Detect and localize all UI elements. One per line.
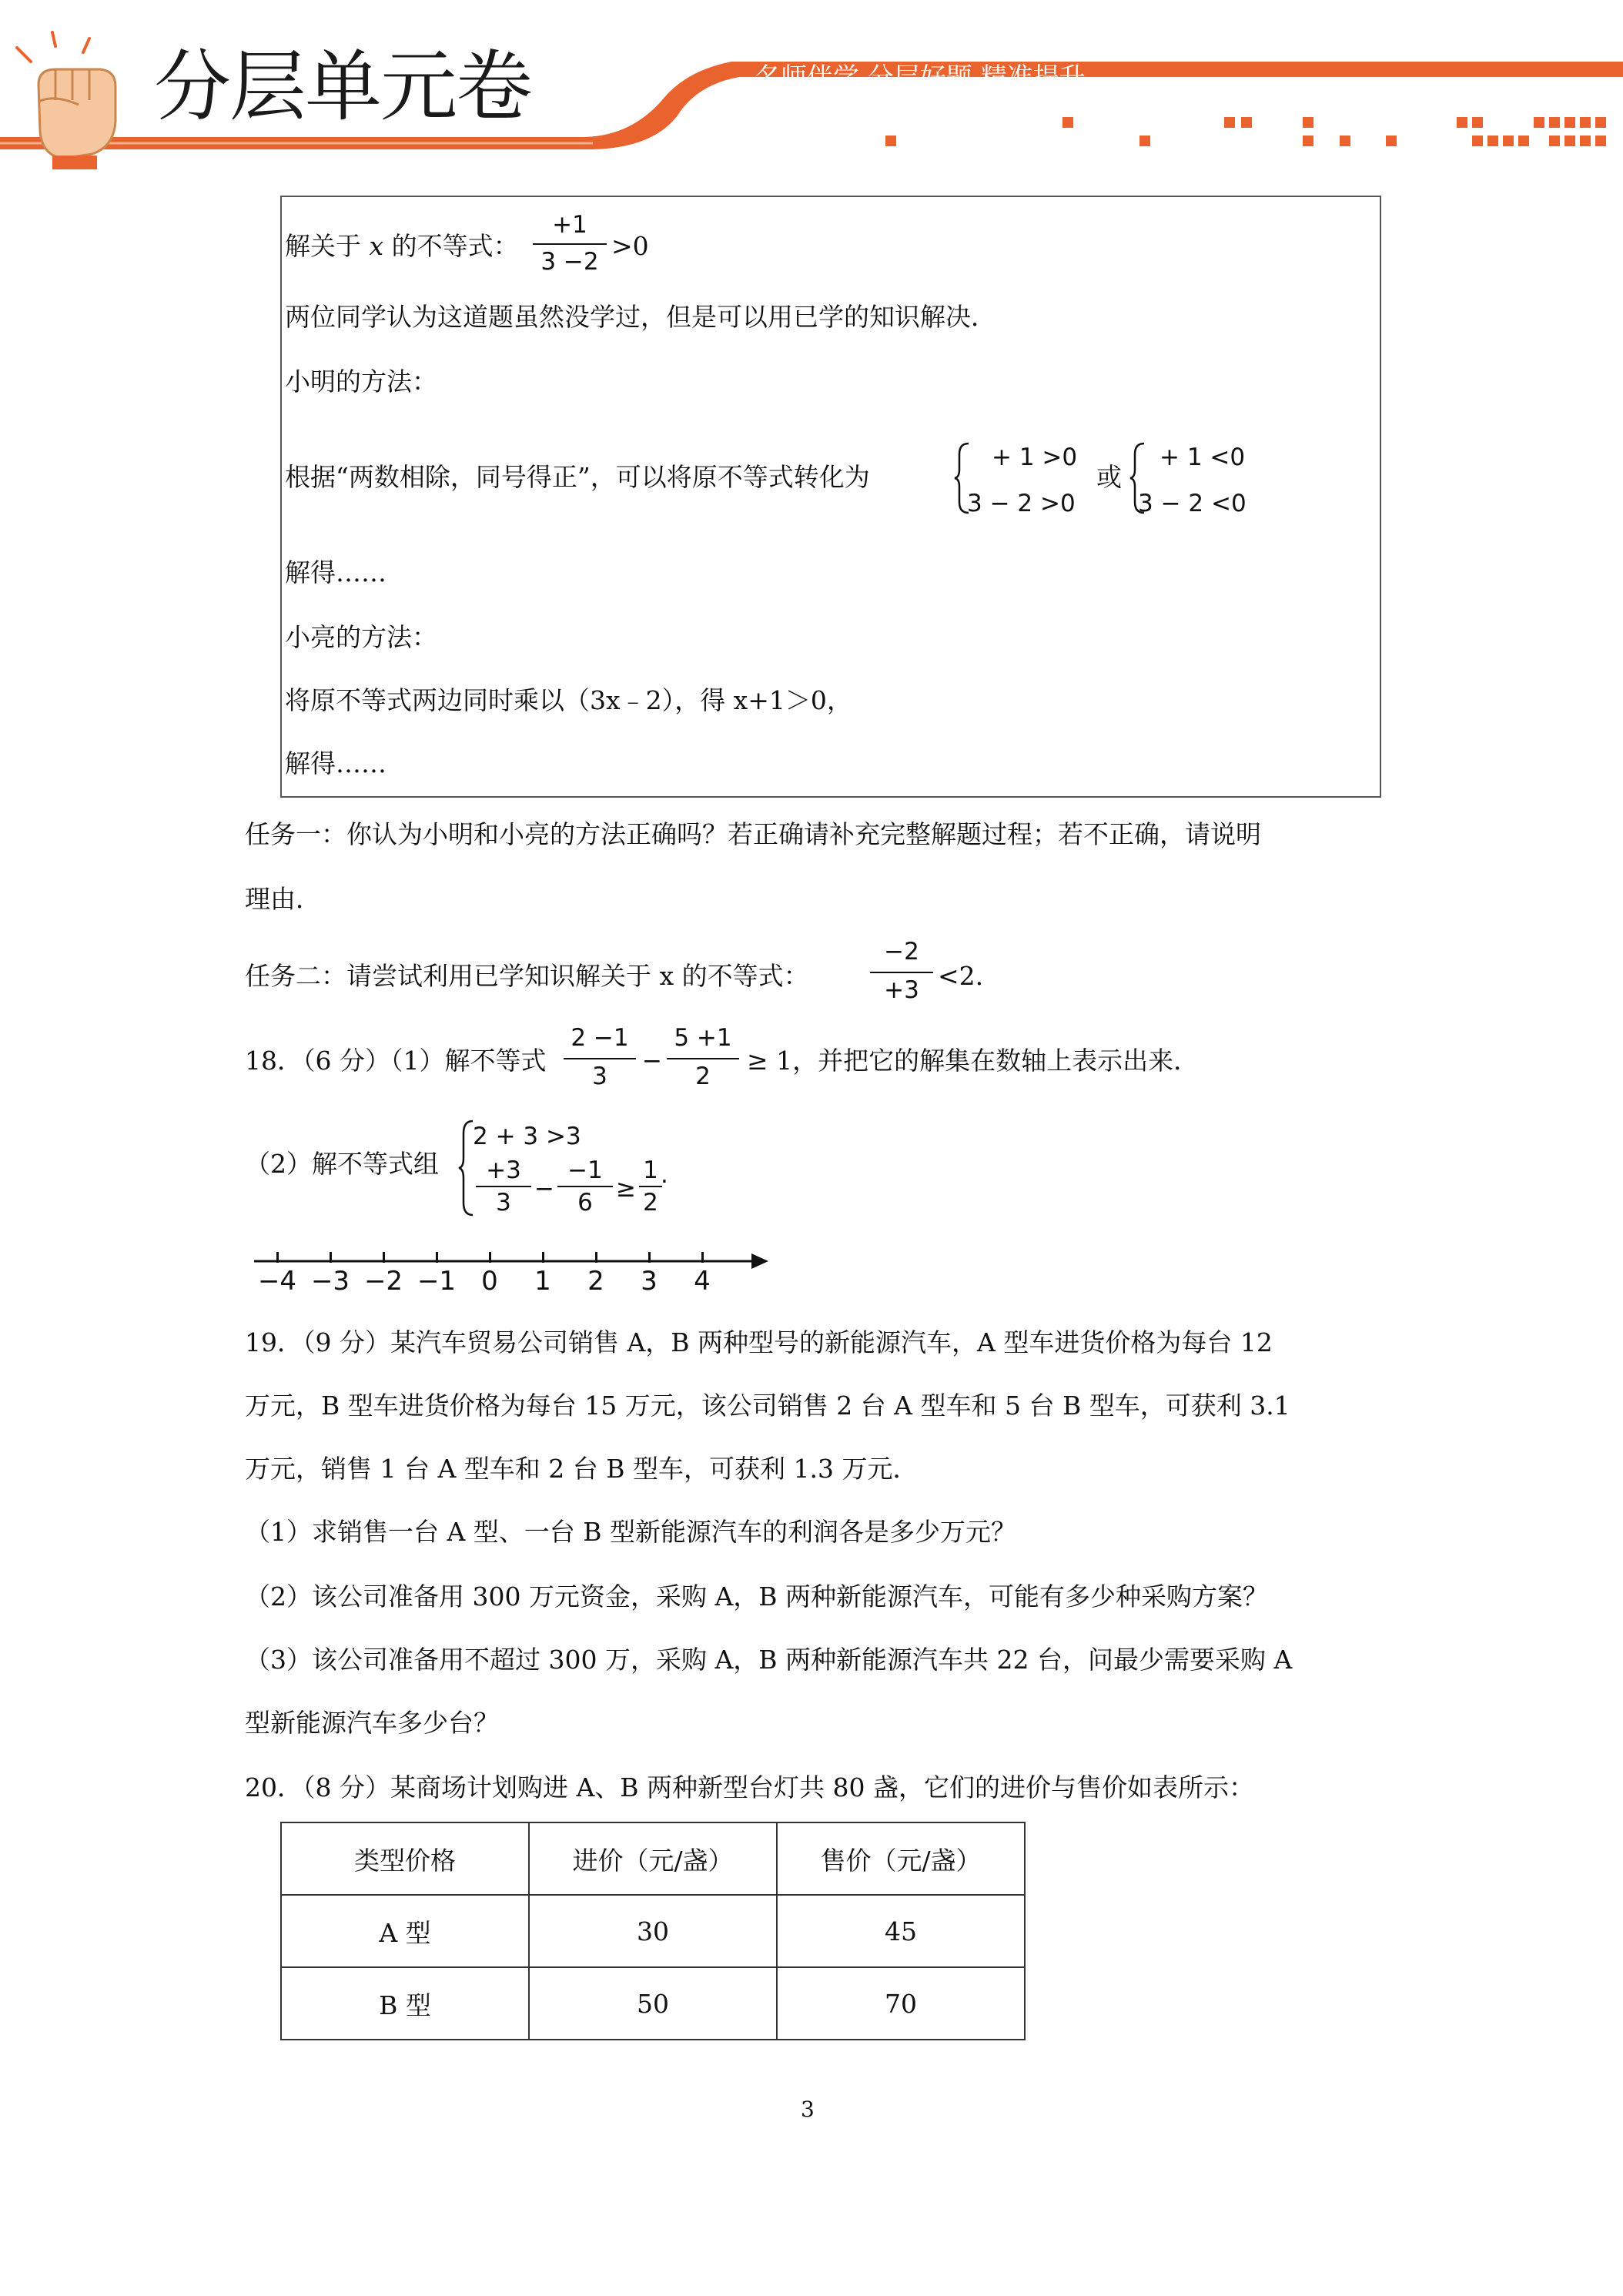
table-row: [281, 1895, 1025, 1967]
deco-square: [1580, 136, 1591, 146]
q18b-line1: 2 + 3 >3: [473, 1123, 581, 1150]
deco-square: [1224, 117, 1235, 128]
table-cell: 50: [529, 1967, 777, 2040]
q18b-fraction-3: 1 2: [639, 1156, 662, 1220]
number-line-label: 0: [481, 1266, 498, 1297]
number-line-tick: [383, 1252, 385, 1263]
box-relation: >0: [611, 231, 649, 261]
header-slogan: 名师伴学 分层好题 精准提升: [755, 62, 1086, 93]
deco-square: [885, 136, 896, 146]
deco-square: [1303, 136, 1313, 146]
deco-square: [1564, 117, 1575, 128]
q19-line-1: 19．（9 分）某汽车贸易公司销售 A，B 两种型号的新能源汽车，A 型车进货价格为每台 12: [245, 1327, 1273, 1357]
deco-square: [1340, 136, 1350, 146]
page-header: [0, 0, 1623, 162]
box-line-5: 解得……: [285, 557, 387, 587]
fist-icon: [8, 31, 139, 169]
number-line-tick: [542, 1252, 544, 1263]
number-line-label: −2: [363, 1266, 403, 1297]
q18-fraction-1: 2 −1 3: [564, 1024, 636, 1095]
number-line-tick: [595, 1252, 597, 1263]
page-number: 3: [801, 2097, 815, 2122]
box-line-7: 将原不等式两边同时乘以（3x﹣2），得 x+1＞0，: [285, 685, 852, 715]
q18b-dot: .: [661, 1161, 668, 1189]
q19-line-2: 万元，B 型车进货价格为每台 15 万元，该公司销售 2 台 A 型车和 5 台 B 型车，可获利 3.1: [245, 1391, 1290, 1421]
box-line-6: 小亮的方法：: [285, 622, 437, 652]
table-cell: 70: [777, 1967, 1025, 2040]
system2-line1: + 1 <0: [1160, 443, 1246, 471]
deco-square: [1139, 136, 1150, 146]
number-line-label: 2: [587, 1266, 604, 1297]
table-header-cell: 类型价格: [281, 1822, 529, 1895]
deco-square: [1241, 117, 1252, 128]
table-cell: 30: [529, 1895, 777, 1967]
deco-square: [1487, 136, 1498, 146]
table-row: [281, 1967, 1025, 2040]
table-header-cell: 售价（元/盏）: [777, 1822, 1025, 1895]
task1-line1: 任务一：你认为小明和小亮的方法正确吗？若正确请补充完整解题过程；若不正确，请说明: [245, 819, 1261, 849]
task2-text: 任务二：请尝试利用已学知识解关于 x 的不等式：: [245, 961, 809, 991]
deco-square: [1472, 117, 1483, 128]
table-header-cell: 进价（元/盏）: [529, 1822, 777, 1895]
q18b-fraction-1: +3 3: [476, 1156, 531, 1220]
q18b-ge: ≥: [616, 1175, 636, 1203]
number-line-tick: [489, 1252, 491, 1263]
deco-square: [1062, 117, 1073, 128]
q18-minus: −: [642, 1047, 662, 1075]
q19-line-5: （2）该公司准备用 300 万元资金，采购 A，B 两种新能源汽车，可能有多少种采购方案？: [245, 1581, 1269, 1612]
number-line-label: 4: [694, 1266, 711, 1297]
number-line-tick: [648, 1252, 651, 1263]
deco-square: [1457, 117, 1467, 128]
task1-line2: 理由．: [245, 884, 321, 914]
number-line-label: 1: [534, 1266, 551, 1297]
task2-relation: <2.: [938, 961, 984, 991]
number-line-label: −1: [417, 1266, 457, 1297]
number-line-label: 3: [641, 1266, 658, 1297]
box-line-8: 解得……: [285, 748, 387, 778]
deco-square: [1472, 136, 1483, 146]
box-line-2: 两位同学认为这道题虽然没学过，但是可以用已学的知识解决．: [285, 302, 996, 332]
box-line-4: 根据“两数相除，同号得正”，可以将原不等式转化为: [285, 462, 870, 492]
deco-square: [1549, 136, 1560, 146]
price-table: [280, 1822, 1026, 2040]
q18b-fraction-2: −1 6: [557, 1156, 613, 1220]
q19-line-6: （3）该公司准备用不超过 300 万，采购 A，B 两种新能源汽车共 22 台，问最少需要采购 A: [245, 1645, 1293, 1675]
q18-fraction-2: 5 +1 2: [667, 1024, 739, 1095]
deco-square: [1595, 117, 1606, 128]
box-line-3: 小明的方法：: [285, 366, 437, 397]
number-line-tick: [330, 1252, 332, 1263]
deco-square: [1386, 136, 1397, 146]
deco-square: [1580, 117, 1591, 128]
q18-text: 18．（6 分）（1）解不等式: [245, 1046, 547, 1076]
deco-square: [1564, 136, 1575, 146]
or-text: 或: [1096, 462, 1122, 492]
table-cell: B 型: [281, 1967, 529, 2040]
number-line-tick: [701, 1252, 704, 1263]
table-cell: 45: [777, 1895, 1025, 1967]
number-line-tick: [276, 1252, 279, 1263]
box-fraction: +1 3 −2: [533, 211, 607, 280]
task2-fraction: −2 +3: [870, 938, 933, 1009]
deco-square: [1549, 117, 1560, 128]
table-header-row: [281, 1822, 1025, 1895]
q18-post: ≥ 1，并把它的解集在数轴上表示出来．: [747, 1046, 1200, 1076]
system1-line1: + 1 >0: [992, 443, 1078, 471]
header-title: 分层单元卷: [154, 42, 531, 132]
q20-text: 20．（8 分）某商场计划购进 A、B 两种新型台灯共 80 盏，它们的进价与售价如表所示：: [245, 1772, 1255, 1802]
q19-line-7: 型新能源汽车多少台？: [245, 1708, 499, 1738]
deco-square: [1518, 136, 1529, 146]
deco-square: [1303, 117, 1313, 128]
deco-square: [1534, 117, 1544, 128]
q18b-text: （2）解不等式组: [245, 1149, 439, 1179]
q19-line-4: （1）求销售一台 A 型、一台 B 型新能源汽车的利润各是多少万元？: [245, 1517, 1017, 1547]
number-line-label: −4: [257, 1266, 297, 1297]
table-cell: A 型: [281, 1895, 529, 1967]
box-line-1: 解关于 x 的不等式：: [285, 231, 519, 261]
system1-line2: 3 − 2 >0: [967, 490, 1076, 517]
number-line-tick: [436, 1252, 438, 1263]
deco-square: [1503, 136, 1514, 146]
number-line-label: −3: [310, 1266, 350, 1297]
system2-line2: 3 − 2 <0: [1138, 490, 1247, 517]
deco-square: [1595, 136, 1606, 146]
q19-line-3: 万元，销售 1 台 A 型车和 2 台 B 型车，可获利 1.3 万元．: [245, 1454, 919, 1484]
q18b-minus: −: [534, 1175, 554, 1203]
